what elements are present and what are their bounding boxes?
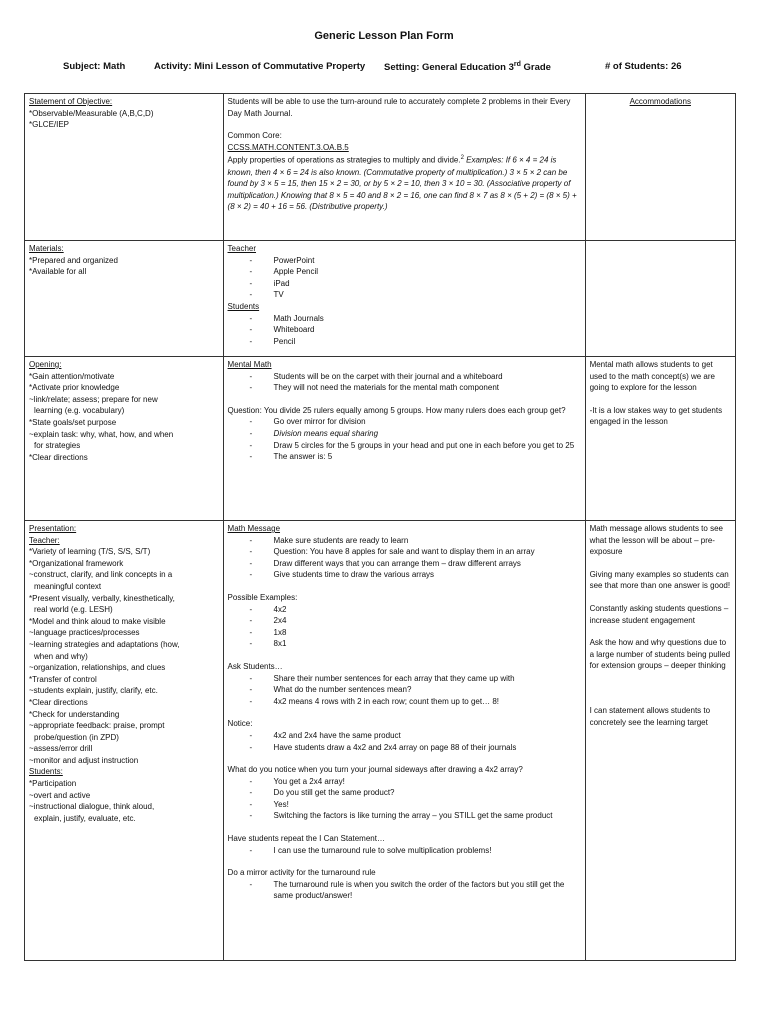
criteria-line: ~explain task: why, what, how, and when (29, 429, 174, 439)
math-message-list (228, 535, 581, 581)
criteria-line: ~language practices/processes (29, 628, 140, 638)
repeat-list (228, 845, 581, 857)
list-item: - What do the number sentences mean? (228, 684, 581, 696)
objective-criteria (25, 94, 224, 241)
list-item: - Question: You have 8 apples for sale and want to display them in an array (228, 546, 581, 558)
criteria-line: ~assess/error drill (29, 744, 93, 754)
list-item: - Yes! (228, 799, 581, 811)
criteria-line: *Available for all (29, 267, 87, 277)
criteria-line: ~monitor and adjust instruction (29, 755, 139, 765)
list-item: - Draw 5 circles for the 5 groups in your head and put one in each before you get to 25 (228, 440, 581, 452)
criteria-line: *Gain attention/motivate (29, 371, 115, 381)
students-heading: Students: (29, 767, 63, 777)
setting-value: General Education 3 (422, 62, 514, 74)
math-message-title: Math Message (227, 524, 281, 533)
criteria-line: *Present visually, verbally, kinesthetically, (29, 593, 175, 603)
list-item: - 2x4 (228, 615, 581, 627)
criteria-line: learning (e.g. vocabulary) (34, 406, 125, 416)
criteria-line: *Prepared and organized (29, 255, 118, 265)
activity-value: Mini Lesson of Commutative Property (194, 61, 366, 72)
accommodation-note: -It is a low stakes way to get students engaged in the lesson (589, 405, 723, 427)
mental-math-steps (228, 416, 581, 462)
ask-students-label: Ask Students… (227, 661, 283, 671)
activity-field (154, 61, 365, 72)
accommodations-header (585, 94, 735, 241)
list-item: - I can use the turnaround rule to solve multiplication problems! (228, 845, 581, 857)
criteria-line: *Observable/Measurable (A,B,C,D) (29, 108, 154, 118)
list-item: - Go over mirror for division (228, 416, 581, 428)
criteria-line: *Participation (29, 779, 77, 789)
subject-value: Math (103, 61, 126, 72)
list-item: - Give students time to draw the various arrays (228, 569, 581, 581)
students-label: # of Students: (605, 61, 669, 72)
examples-label: Possible Examples: (227, 592, 298, 602)
mental-math-list (228, 371, 581, 394)
list-item: - Apple Pencil (228, 266, 581, 278)
criteria-line: *Check for understanding (29, 709, 120, 719)
subject-label: Subject: (63, 61, 101, 72)
criteria-line: real world (e.g. LESH) (34, 605, 113, 615)
materials-accommodations (585, 241, 735, 357)
what-notice-question: What do you notice when you turn your journal sideways after drawing a 4x2 array? (227, 765, 523, 775)
setting-grade: Grade (520, 62, 551, 74)
criteria-line: ~appropriate feedback: praise, prompt (29, 721, 165, 731)
mirror-list (228, 879, 581, 902)
accommodations-title: Accommodations (629, 97, 691, 106)
list-item: - 4x2 and 2x4 have the same product (228, 730, 581, 742)
ccss-link[interactable]: CCSS.MATH.CONTENT.3.OA.B.5 (227, 142, 349, 152)
opening-content (223, 357, 585, 521)
notice-list (228, 730, 581, 753)
criteria-line: for strategies (34, 441, 81, 451)
criteria-line: probe/question (in ZPD) (34, 732, 119, 742)
list-item: - Share their number sentences for each array that they came up with (228, 673, 581, 685)
student-materials-list (228, 313, 581, 348)
list-item: - Students will be on the carpet with their journal and a whiteboard (228, 371, 581, 383)
criteria-line: *Transfer of control (29, 674, 97, 684)
criteria-line: *Organizational framework (29, 558, 124, 568)
list-item: - You get a 2x4 array! (228, 776, 581, 788)
criteria-line: *Variety of learning (T/S, S/S, S/T) (29, 547, 151, 557)
teacher-materials-list (228, 255, 581, 301)
criteria-line: ~instructional dialogue, think aloud, (29, 802, 155, 812)
criteria-line: *Activate prior knowledge (29, 383, 120, 393)
objective-content (223, 94, 585, 241)
list-item: - The answer is: 5 (228, 451, 581, 463)
activity-label: Activity: (154, 61, 192, 72)
student-materials-label: Students (227, 301, 260, 311)
criteria-line: meaningful context (34, 581, 102, 591)
teacher-materials-label: Teacher (227, 244, 257, 253)
list-item: - TV (228, 289, 581, 301)
criteria-line: *State goals/set purpose (29, 417, 117, 427)
criteria-line: ~construct, clarify, and link concepts in a (29, 570, 173, 580)
criteria-line: when and why) (34, 651, 88, 661)
materials-content (223, 241, 585, 357)
list-item: - 4x2 means 4 rows with 2 in each row; count them up to get… 8! (228, 696, 581, 708)
criteria-line: ~students explain, justify, clarify, etc. (29, 686, 158, 696)
presentation-content (223, 521, 585, 961)
opening-criteria (25, 357, 224, 521)
mental-math-title: Mental Math (227, 360, 272, 369)
list-item: - Whiteboard (228, 324, 581, 336)
presentation-accommodations (585, 521, 735, 961)
opening-heading: Opening: (29, 360, 62, 369)
presentation-criteria (25, 521, 224, 961)
accommodation-note: Ask the how and why questions due to a large number of students being pulled for extension groups – deeper thinking (589, 638, 731, 671)
mirror-label: Do a mirror activity for the turnaround rule (227, 868, 376, 878)
objective-text: Students will be able to use the turn-around rule to accurately complete 2 problems in their Every Day Math Journal. (227, 97, 571, 118)
what-notice-list (228, 776, 581, 822)
accommodation-note: Mental math allows students to get used to the math concept(s) we are going to explore for the lesson (589, 360, 715, 393)
criteria-line: *Model and think aloud to make visible (29, 616, 166, 626)
criteria-line: *GLCE/IEP (29, 120, 70, 130)
row-opening (25, 357, 736, 521)
objective-heading: Statement of Objective: (29, 97, 113, 106)
list-item: - Pencil (228, 336, 581, 348)
list-item: - Math Journals (228, 313, 581, 325)
teacher-heading: Teacher: (29, 535, 60, 545)
lesson-plan-table (24, 93, 736, 961)
criteria-line: *Clear directions (29, 697, 88, 707)
list-item: - They will not need the materials for the mental math component (228, 382, 581, 394)
criteria-line: ~link/relate; assess; prepare for new (29, 394, 158, 404)
subject-field (63, 61, 125, 72)
list-item: - Have students draw a 4x2 and 2x4 array on page 88 of their journals (228, 742, 581, 754)
list-item: - 8x1 (228, 638, 581, 650)
list-item: - Draw different ways that you can arrange them – draw different arrays (228, 558, 581, 570)
list-item: - 1x8 (228, 627, 581, 639)
common-core-label: Common Core: (227, 131, 282, 141)
list-item: - PowerPoint (228, 255, 581, 267)
row-materials (25, 241, 736, 357)
ask-students-list (228, 673, 581, 708)
notice-label: Notice: (227, 719, 253, 729)
presentation-heading: Presentation: (29, 524, 77, 533)
mental-math-question: Question: You divide 25 rulers equally among 5 groups. How many rulers does each group get? (227, 405, 566, 415)
form-title: Generic Lesson Plan Form (314, 30, 454, 42)
students-count: 26 (670, 61, 682, 72)
accommodation-note: Constantly asking students questions – increase student engagement (589, 603, 729, 625)
criteria-line: ~learning strategies and adaptations (how, (29, 639, 180, 649)
criteria-line: *Clear directions (29, 452, 88, 462)
list-item: - Do you still get the same product? (228, 787, 581, 799)
setting-field (384, 61, 551, 73)
repeat-label: Have students repeat the I Can Statement… (227, 834, 385, 844)
list-item: - 4x2 (228, 604, 581, 616)
row-objective (25, 94, 736, 241)
ccss-description: Apply properties of operations as strategies to multiply and divide.$^2$ Examples: If 6 × 4 = 24 is known, then 4 × 6 = 24 is also known. (Commutative property of multiplication.) 3 × 5 × 2 can be found by 3 × 5 = 15, then 15 × 2 = 30, or by 5 × 2 = 10, then 3 × 10 = 30. (Associative property of multiplication.) Knowing that 8 × 5 = 40 and 8 × 2 = 16, one can find 8 × 7 as 8 × (5 + 2) = (8 × 5) + (8 × 2) = 40 + 16 = 56. (Distributive property.) (227, 155, 577, 212)
accommodation-note: Giving many examples so students can see that more than one answer is good! (589, 569, 731, 591)
list-item: - Division means equal sharing (228, 428, 581, 440)
materials-heading: Materials: (29, 244, 64, 253)
row-presentation (25, 521, 736, 961)
materials-criteria (25, 241, 224, 357)
criteria-line: explain, justify, evaluate, etc. (34, 813, 136, 823)
setting-sup: rd (513, 61, 521, 68)
opening-accommodations (585, 357, 735, 521)
setting-label: Setting: (384, 62, 420, 74)
examples-list (228, 604, 581, 650)
students-field (605, 61, 682, 72)
list-item: - iPad (228, 278, 581, 290)
criteria-line: ~overt and active (29, 790, 91, 800)
list-item: - The turnaround rule is when you switch the order of the factors but you still get the same product/answer! (228, 879, 581, 902)
accommodation-note: Math message allows students to see what the lesson will be about – pre-exposure (589, 524, 723, 557)
accommodation-note: I can statement allows students to concretely see the learning target (589, 705, 711, 727)
list-item: - Make sure students are ready to learn (228, 535, 581, 547)
list-item: - Switching the factors is like turning the array – you STILL get the same product (228, 810, 581, 822)
criteria-line: ~organization, relationships, and clues (29, 663, 166, 673)
